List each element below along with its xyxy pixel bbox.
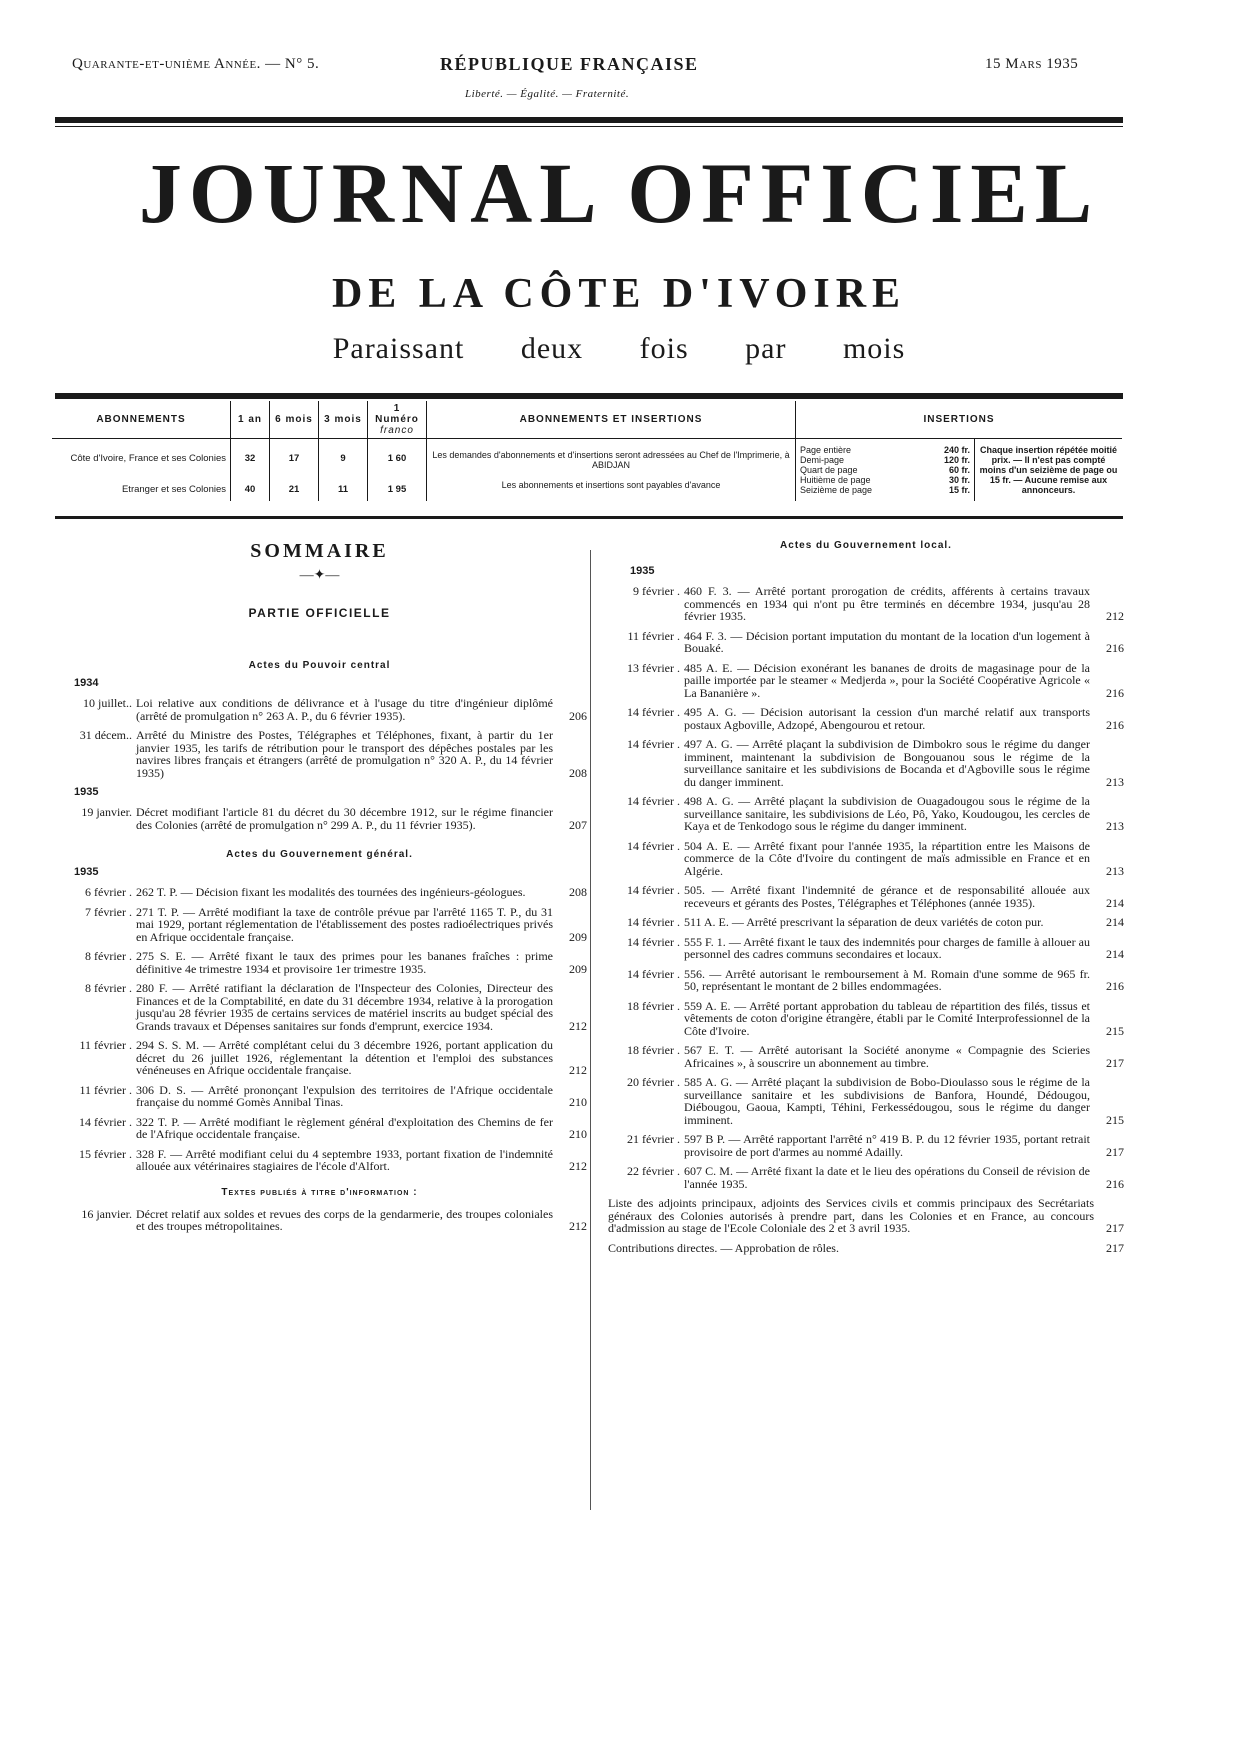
insertion-price: 120 fr. <box>943 455 970 465</box>
entry-text: Décret relatif aux soldes et revues des corps de la gendarmerie, des troupes coloniales et des troupes métropolitaines. <box>136 1206 553 1233</box>
sommaire-entry <box>608 884 1124 909</box>
entry-text: 498 A. G. — Arrêté plaçant la subdivision de Ouagadougou sous le régime de la surveillance sanitaire, les subdivisions de Léo, Pô, Yako, Koudougou, les cercles de Kaya et de Tenkodogo sous le régime du danger imminent. <box>684 794 1090 833</box>
sommaire-entry <box>608 1000 1124 1038</box>
entry-date: 14 février . <box>627 915 680 929</box>
entry-page: 217 <box>1106 1144 1124 1159</box>
sub-row-1-trois: 9 <box>319 439 368 478</box>
sommaire-entry <box>608 662 1124 700</box>
entry-text: 322 T. P. — Arrêté modifiant le règlement général d'exploitation des Chemins de fer de l'Afrique occidentale française. <box>136 1114 553 1141</box>
entry-text: 597 B P. — Arrêté rapportant l'arrêté n° 419 B. P. du 12 février 1935, portant retrait provisoire de port d'armes au nommé Adailly. <box>684 1132 1090 1159</box>
entry-date: 14 février . <box>627 737 680 751</box>
sommaire-entry <box>608 1076 1124 1126</box>
entry-page: 210 <box>569 1127 587 1141</box>
column-divider <box>590 550 591 1510</box>
insertion-row <box>800 475 970 485</box>
gouvernement-general-list <box>52 886 587 1173</box>
insertions-header: INSERTIONS <box>796 401 1123 439</box>
entry-page: 208 <box>569 765 587 780</box>
entry-page: 212 <box>1106 609 1124 623</box>
entry-date: 15 février . <box>79 1146 132 1161</box>
sommaire-left-column <box>52 540 587 1240</box>
sommaire-entry <box>608 1133 1124 1158</box>
sommaire-entry <box>52 950 587 975</box>
sub-row-2-trois: 11 <box>319 477 368 501</box>
entry-date: 14 février . <box>627 838 680 853</box>
entry-text: 495 A. G. — Décision autorisant la cession d'un marché relatif aux transports postaux Agboville, Adzopé, Abengourou et retour. <box>684 705 1090 732</box>
entry-text: 607 C. M. — Arrêté fixant la date et le lieu des opérations du Conseil de révision de l'année 1935. <box>684 1164 1090 1191</box>
sub-row-2-numero: 1 95 <box>368 477 427 501</box>
middle-header: ABONNEMENTS ET INSERTIONS <box>427 401 796 439</box>
sub-row-1-six: 17 <box>270 439 319 478</box>
entry-text: 262 T. P. — Décision fixant les modalités des tournées des ingénieurs-géologues. <box>136 885 526 899</box>
entry-text: 505. — Arrêté fixant l'indemnité de gérance et de responsabilité allouée aux receveurs et gérants des Postes, Télégraphes et Téléphones (année 1935). <box>684 883 1090 910</box>
journal-title: JOURNAL OFFICIEL <box>138 145 1100 241</box>
issue-date: 15 Mars 1935 <box>985 56 1079 72</box>
sommaire-entry <box>52 982 587 1032</box>
year-label: 1935 <box>74 866 99 878</box>
sommaire-entry <box>52 806 587 831</box>
entry-date: 19 janvier. <box>81 805 132 819</box>
entry-text: 306 D. S. — Arrêté prononçant l'expulsion des territoires de l'Afrique occidentale française du nommé Gomès Annibal Tinas. <box>136 1082 553 1109</box>
year-label: 1935 <box>74 786 99 798</box>
col-numero-franco: franco <box>380 425 414 436</box>
sommaire-entry <box>608 936 1124 961</box>
col-numero-label: 1 Numéro <box>375 403 419 425</box>
insertion-price: 30 fr. <box>948 475 970 485</box>
sub-row-2-six: 21 <box>270 477 319 501</box>
sommaire-entry <box>608 1044 1124 1069</box>
entry-text: 567 E. T. — Arrêté autorisant la Société anonyme « Compagnie des Scieries Africaines », à souscrire un abonnement au timbre. <box>684 1043 1090 1070</box>
entry-page: 213 <box>1106 863 1124 878</box>
entry-page: 213 <box>1106 819 1124 833</box>
entry-date: 14 février . <box>627 934 680 949</box>
gouvernement-local-extra <box>608 1197 1124 1254</box>
entry-page: 212 <box>569 1063 587 1077</box>
sommaire-entry <box>608 1242 1124 1255</box>
insertion-prices <box>796 439 975 502</box>
entry-page: 214 <box>1106 947 1124 961</box>
entry-date: 14 février . <box>79 1114 132 1129</box>
year-label: 1934 <box>74 677 99 689</box>
entry-page: 212 <box>569 1219 587 1233</box>
partie-officielle: PARTIE OFFICIELLE <box>248 606 391 620</box>
entry-page: 207 <box>569 817 587 832</box>
journal-subtitle: DE LA CÔTE D'IVOIRE <box>331 271 907 317</box>
sub-row-2-an: 40 <box>231 477 270 501</box>
entry-page: 216 <box>1106 641 1124 655</box>
entry-date: 14 février . <box>627 966 680 981</box>
top-rule <box>55 117 1123 123</box>
sommaire-entry <box>608 840 1124 878</box>
entry-date: 14 février . <box>627 794 680 808</box>
sommaire-entry <box>52 1084 587 1109</box>
journal-tagline: Paraissant deux fois par mois <box>332 332 906 365</box>
middle-text <box>427 439 796 502</box>
entry-page: 215 <box>1106 1023 1124 1038</box>
entry-date: 14 février . <box>627 883 680 897</box>
entry-date: 18 février . <box>627 1043 680 1057</box>
entry-page: 212 <box>569 1018 587 1033</box>
abonnements-header: ABONNEMENTS <box>52 401 231 439</box>
entry-text: 294 S. S. M. — Arrêté complétant celui du 3 décembre 1926, portant application du décret du 26 juillet 1926, réglementant la détention et l'emploi des substances vénéneuses en Afrique occidentale française. <box>136 1038 553 1077</box>
subscription-table <box>52 401 1122 501</box>
year-label: 1935 <box>630 565 655 577</box>
insertion-row <box>800 445 970 455</box>
entry-text: 328 F. — Arrêté modifiant celui du 4 septembre 1933, portant fixation de l'indemnité allouée aux vétérinaires stagiaires de l'école d'Alfort. <box>136 1146 553 1173</box>
entry-text: 497 A. G. — Arrêté plaçant la subdivision de Dimbokro sous le régime du danger imminent, maintenant la subdivision de Bongouanou sous le régime de la surveillance sanitaire et les subdivisions de Bocanda et d'Agboville sous le régime du danger imminent. <box>684 737 1090 789</box>
insertion-note: Chaque insertion répétée moitié prix. — Il n'est pas compté moins d'un seizième de page ou 15 fr. — Aucune remise aux annonceurs. <box>975 439 1123 502</box>
sommaire-entry <box>608 1197 1124 1235</box>
sommaire-entry <box>52 1116 587 1141</box>
entry-page: 217 <box>1106 1221 1124 1235</box>
entry-date: 18 février . <box>627 998 680 1013</box>
gouvernement-general-heading: Actes du Gouvernement général. <box>226 849 413 860</box>
entry-text: Contributions directes. — Approbation de rôles. <box>608 1240 839 1255</box>
entry-date: 31 décem.. <box>79 728 132 742</box>
entry-page: 217 <box>1106 1240 1124 1255</box>
entry-date: 7 février . <box>85 904 132 919</box>
entry-text: Loi relative aux conditions de délivrance et à l'usage du titre d'ingénieur diplômé (arrêté de promulgation n° 263 A. P., du 6 février 1935). <box>136 696 553 723</box>
pouvoir-central-heading: Actes du Pouvoir central <box>248 660 391 671</box>
entry-page: 215 <box>1106 1112 1124 1127</box>
col-3mois: 3 mois <box>319 401 368 439</box>
entry-text: 271 T. P. — Arrêté modifiant la taxe de contrôle prévue par l'arrêté 1165 T. P., du 31 mai 1929, portant réglementation de l'établissement des postes radioélectriques privés en Afrique occidentale française. <box>136 904 553 944</box>
entry-page: 214 <box>1106 895 1124 910</box>
col-numero <box>368 401 427 439</box>
entry-text: 511 A. E. — Arrêté prescrivant la séparation de deux variétés de coton pur. <box>684 915 1044 929</box>
sub-row-1-an: 32 <box>231 439 270 478</box>
entry-page: 213 <box>1106 774 1124 789</box>
sommaire-entry <box>52 906 587 944</box>
entry-page: 206 <box>569 708 587 723</box>
insertion-label: Demi-page <box>800 455 845 465</box>
entry-text: 555 F. 1. — Arrêté fixant le taux des indemnités pour charges de famille à allouer au personnel des cadres communs secondaires et locaux. <box>684 934 1090 961</box>
sommaire-right-column <box>608 540 1124 1261</box>
sommaire-entry <box>608 795 1124 833</box>
sommaire-entry <box>52 1148 587 1173</box>
insertion-row <box>800 465 970 475</box>
sommaire-entry <box>608 630 1124 655</box>
entry-date: 11 février . <box>79 1082 132 1097</box>
sommaire-entry <box>52 1039 587 1077</box>
entry-page: 216 <box>1106 685 1124 700</box>
ornament: —✦— <box>299 568 340 583</box>
gouvernement-local-heading: Actes du Gouvernement local. <box>780 540 952 551</box>
entry-date: 9 février . <box>633 584 680 598</box>
entry-text: 585 A. G. — Arrêté plaçant la subdivision de Bobo-Dioulasso sous le régime de la surveillance sanitaire et les subdivisions de Banfora, Houndé, Dédougou, Diébougou, Gaoua, Kampti, Téhini, Ferkessédougou, sous le régime du danger imminent. <box>684 1075 1090 1127</box>
insertion-price: 15 fr. <box>948 485 970 495</box>
sommaire-entry <box>608 1165 1124 1190</box>
entry-text: Liste des adjoints principaux, adjoints des Services civils et commis principaux des Secrétariats généraux des Colonies autorisés à prendre part, dans les Colonies et en France, au concours d'admission au stage de l'Ecole Coloniale des 2 et 3 avril 1935. <box>608 1196 1094 1235</box>
sommaire-entry <box>52 1208 587 1233</box>
entry-text: Décret modifiant l'article 81 du décret du 30 décembre 1912, sur le régime financier des Colonies (arrêté de promulgation n° 299 A. P., du 11 février 1935). <box>136 805 553 832</box>
entry-date: 21 février . <box>627 1132 680 1146</box>
sommaire-entry <box>52 697 587 722</box>
entry-page: 209 <box>569 961 587 976</box>
sub-row-label-2: Etranger et ses Colonies <box>121 483 226 495</box>
masthead-rule <box>55 393 1123 399</box>
middle-text-2: Les abonnements et insertions sont payables d'avance <box>501 480 721 490</box>
entry-page: 209 <box>569 929 587 944</box>
entry-text: 464 F. 3. — Décision portant imputation du montant de la location d'un logement à Bouaké. <box>684 628 1090 655</box>
entry-date: 8 février . <box>85 981 132 995</box>
insertion-row <box>800 485 970 495</box>
insertion-price: 240 fr. <box>943 445 970 455</box>
entry-date: 16 janvier. <box>81 1206 132 1221</box>
entry-page: 212 <box>569 1159 587 1173</box>
insertion-label: Huitième de page <box>800 475 871 485</box>
sommaire-entry <box>52 729 587 779</box>
sommaire-entry <box>608 916 1124 929</box>
entry-page: 217 <box>1106 1055 1124 1070</box>
entry-date: 11 février . <box>627 628 680 643</box>
entry-page: 210 <box>569 1095 587 1109</box>
entry-text: 559 A. E. — Arrêté portant approbation du tableau de répartition des filés, tissus et vêtements de coton d'origine étrangère, établi par le Comité Interprofessionnel de la Côte d'Ivoire. <box>684 998 1090 1038</box>
republic-heading: RÉPUBLIQUE FRANÇAISE <box>440 54 699 74</box>
entry-page: 216 <box>1106 979 1124 993</box>
insertion-label: Seizième de page <box>800 485 873 495</box>
top-rule-thin <box>55 126 1123 127</box>
entry-text: 485 A. E. — Décision exonérant les bananes de droits de magasinage pour de la paille importée par le steamer « Medjerda », pour la Société Coopérative Agricole « La Bananière ». <box>684 660 1090 700</box>
sub-row-label-1: Côte d'Ivoire, France et ses Colonies <box>70 452 226 464</box>
sommaire-title: SOMMAIRE <box>250 540 389 562</box>
motto: Liberté. — Égalité. — Fraternité. <box>465 88 630 100</box>
table-bottom-rule <box>55 516 1123 519</box>
sommaire-entry <box>608 585 1124 623</box>
issue-number: Quarante-et-unième Année. — N° 5. <box>72 56 320 72</box>
entry-text: 556. — Arrêté autorisant le remboursement à M. Romain d'une somme de 965 fr. 50, représentant le montant de 2 billes endommagées. <box>684 966 1090 993</box>
middle-text-1: Les demandes d'abonnements et d'insertions seront adressées au Chef de l'Imprimerie, à ABIDJAN <box>432 450 790 470</box>
insertion-price: 60 fr. <box>948 465 970 475</box>
entry-date: 10 juillet.. <box>83 696 132 710</box>
entry-date: 20 février . <box>627 1075 680 1089</box>
entry-page: 216 <box>1106 717 1124 732</box>
col-6mois: 6 mois <box>270 401 319 439</box>
insertion-label: Page entière <box>800 445 852 455</box>
gouvernement-local-list <box>608 585 1124 1190</box>
entry-date: 8 février . <box>85 949 132 963</box>
entry-date: 11 février . <box>79 1038 132 1052</box>
sommaire-entry <box>608 706 1124 731</box>
entry-date: 22 février . <box>627 1164 680 1178</box>
sub-row-1-numero: 1 60 <box>368 439 427 478</box>
entry-text: 504 A. E. — Arrêté fixant pour l'année 1935, la répartition entre les Maisons de commerce de la Côte d'Ivoire du contingent de maïs admissible en France et en Algérie. <box>684 838 1090 878</box>
entry-date: 14 février . <box>627 705 680 719</box>
information-heading: Textes publiés à titre d'information : <box>221 1186 418 1198</box>
entry-text: 280 F. — Arrêté ratifiant la déclaration de l'Inspecteur des Colonies, Directeur des Finances et de la Comptabilité, en date du 31 décembre 1934, relative à la prorogation jusqu'au 28 février 1935 de certains services de matériel inscrits au budget spécial des Grands travaux et Dépenses sanitaires sur fonds d'emprunt, exercice 1934. <box>136 981 553 1033</box>
insertion-label: Quart de page <box>800 465 858 475</box>
sommaire-entry <box>52 886 587 899</box>
entry-date: 13 février . <box>627 660 680 675</box>
entry-page: 216 <box>1106 1176 1124 1191</box>
sommaire-entry <box>608 738 1124 788</box>
entry-text: Arrêté du Ministre des Postes, Télégraphes et Téléphones, fixant, à partir du 1er janvier 1935, les tarifs de rétribution pour le transport des dépêches postales par les navires libres français et étrangers (arrêté de promulgation n° 320 A. P., du 14 février 1935) <box>136 728 553 780</box>
entry-page: 214 <box>1106 915 1124 929</box>
insertion-row <box>800 455 970 465</box>
entry-page: 208 <box>569 885 587 899</box>
col-1an: 1 an <box>231 401 270 439</box>
entry-text: 460 F. 3. — Arrêté portant prorogation de crédits, afférents à certains travaux commencés en 1934 qui n'ont pu être terminés en décembre 1934, jusqu'au 28 février 1935. <box>684 584 1090 623</box>
entry-date: 6 février . <box>85 885 132 899</box>
entry-text: 275 S. E. — Arrêté fixant le taux des primes pour les bananes fraîches : prime définitive 4e trimestre 1934 et provisoire 1er trimestre 1935. <box>136 949 553 976</box>
sommaire-entry <box>608 968 1124 993</box>
